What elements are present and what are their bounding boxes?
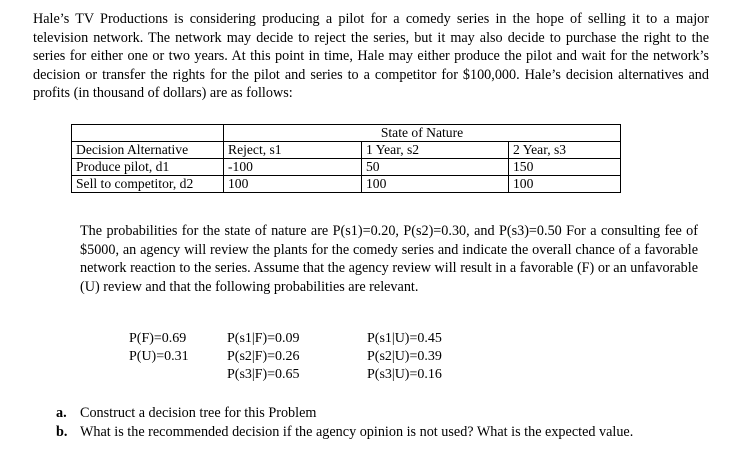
problem-intro: Hale’s TV Productions is considering producing a pilot for a comedy series in the hope of selling it to a major television network. The network may decide to reject the series, but it may also decide to purchase the right to the series for either one or two years. At this point in time, Hale may either produce the pilot and wait for the network’s decision or transfer the rights for the pilot and series to a competitor for $100,000. Hale’s decision alternatives and profits (in thousand of dollars) are as follows: xyxy=(33,11,709,102)
table-row xyxy=(72,176,621,193)
question-text: What is the recommended decision if the agency opinion is not used? What is the expected value. xyxy=(80,423,634,440)
table-cell: 100 xyxy=(509,176,621,193)
table-cell: 100 xyxy=(362,176,509,193)
marginal-probabilities xyxy=(129,330,189,366)
column-header: Reject, s1 xyxy=(224,142,362,159)
probability-value: P(s1|U)=0.45 xyxy=(367,331,442,346)
table-cell: 150 xyxy=(509,159,621,176)
question-label: b. xyxy=(56,423,68,440)
payoff-table xyxy=(71,124,621,193)
table-cell: Sell to competitor, d2 xyxy=(72,176,224,193)
probability-value: P(s2|U)=0.39 xyxy=(367,349,442,364)
table-header-row xyxy=(72,125,621,142)
favorable-conditional-probabilities xyxy=(227,330,300,384)
probability-value: P(U)=0.31 xyxy=(129,349,189,364)
table-cell: 100 xyxy=(224,176,362,193)
probability-paragraph: The probabilities for the state of nature are P(s1)=0.20, P(s2)=0.30, and P(s3)=0.50 For a consulting fee of $5000, an agency will review the plants for the comedy series and indicate the overall chance of a favorable network reaction to the series. Assume that the agency review will result in a favorable (F) or an unfavorable (U) review and that the following probabilities are relevant. xyxy=(80,223,698,295)
question-list xyxy=(56,404,702,441)
probability-value: P(s3|F)=0.65 xyxy=(227,367,300,382)
state-of-nature-header: State of Nature xyxy=(224,125,621,142)
unfavorable-conditional-probabilities xyxy=(367,330,442,384)
question-item xyxy=(56,404,702,423)
table-cell: -100 xyxy=(224,159,362,176)
table-cell: Produce pilot, d1 xyxy=(72,159,224,176)
column-header: 2 Year, s3 xyxy=(509,142,621,159)
table-corner-cell xyxy=(72,125,224,142)
probability-value: P(s2|F)=0.26 xyxy=(227,349,300,364)
table-cell: 50 xyxy=(362,159,509,176)
probability-value: P(F)=0.69 xyxy=(129,331,187,346)
column-header: Decision Alternative xyxy=(72,142,224,159)
column-header: 1 Year, s2 xyxy=(362,142,509,159)
probability-value: P(s3|U)=0.16 xyxy=(367,367,442,382)
question-item xyxy=(56,423,702,442)
table-column-row xyxy=(72,142,621,159)
table-row xyxy=(72,159,621,176)
probability-value: P(s1|F)=0.09 xyxy=(227,331,300,346)
question-label: a. xyxy=(56,405,67,421)
question-text: Construct a decision tree for this Problem xyxy=(80,405,317,421)
